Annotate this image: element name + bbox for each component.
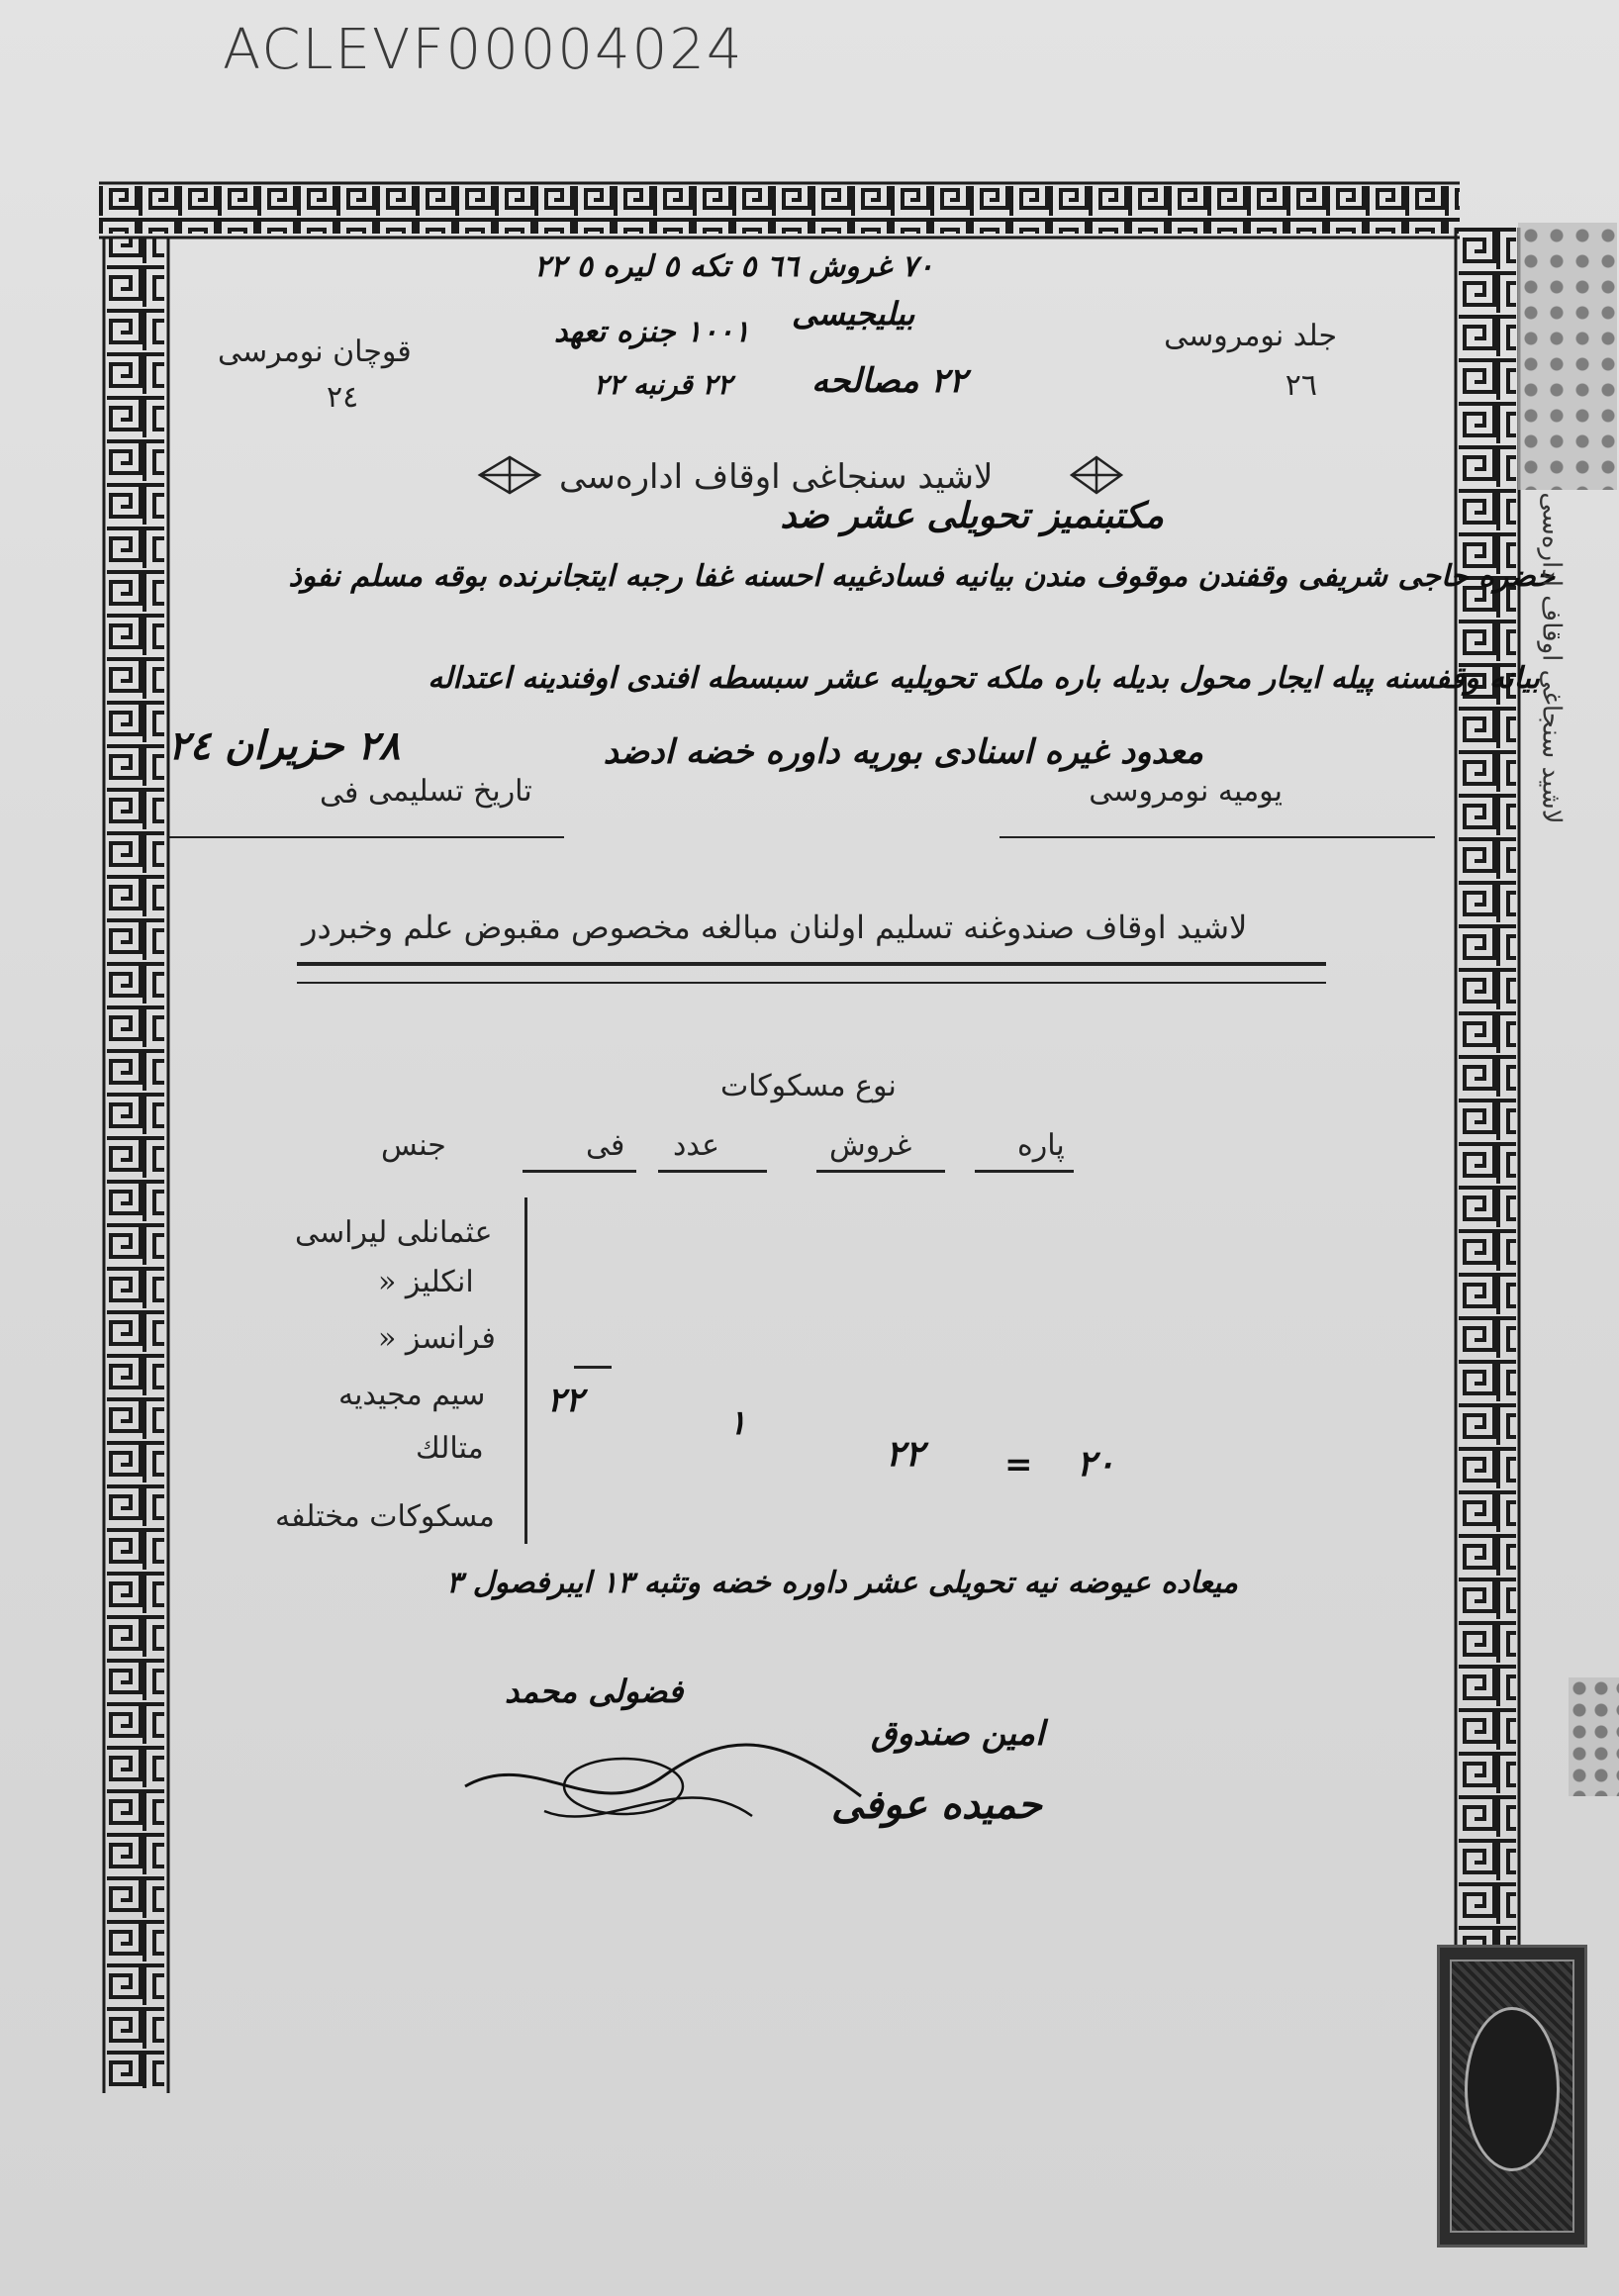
ornament-icon [475, 453, 544, 497]
stamp-emblem [1465, 2007, 1560, 2171]
cover-number-value: ٢٦ [1285, 368, 1317, 403]
header-rule-kurus [816, 1170, 945, 1173]
handwritten-body-line-2: بیانه وقفسنه پیله ایجار محول بدیله باره ملکه تحویلیه عشر سبسطه افندی اوفندینه اعتداله [428, 661, 1540, 696]
decorative-pattern-top-right [1518, 223, 1617, 490]
handwritten-center-mark: ٢٢ مصالحه [811, 361, 967, 401]
handwritten-footer-line-2: فضولی محمد [505, 1673, 684, 1710]
dotted-rule-right [1000, 836, 1435, 838]
cell-price-silver: ٢٢ [547, 1381, 584, 1420]
handwritten-top-line-4: ٢٢ قرنبه ٢٢ [594, 368, 732, 401]
revenue-stamp [1437, 1945, 1587, 2248]
price-mark [574, 1366, 612, 1369]
handwritten-top-line-1: ٧٠ غروش ٦٦ ٥ تكه ٥ لیره ٥ ٢٢ [534, 249, 934, 284]
ornament-icon [1067, 453, 1126, 497]
header-rule-count [658, 1170, 767, 1173]
header-rule-price [523, 1170, 636, 1173]
delivery-date-prefix: فى [320, 776, 359, 811]
statement-underline [297, 962, 1326, 966]
handwritten-body-line-3: معدود غیره اسنادی بوریه داوره خضه ادضد [603, 732, 1203, 772]
greek-key-border-left [99, 178, 173, 2098]
dotted-rule-left [168, 836, 564, 838]
packet-number-value: ٢٤ [327, 380, 359, 415]
greek-key-border-top [99, 178, 1460, 241]
daily-number-label: يوميه نومروسى [1089, 774, 1283, 809]
signature-flourish [455, 1727, 871, 1846]
delivery-date-label: تاریخ تسلیمى [368, 774, 532, 809]
column-header-kurus: غروش [829, 1128, 912, 1163]
coin-type-row: سيم مجيديه [338, 1378, 486, 1412]
column-header-type: جنس [381, 1128, 446, 1163]
handwritten-addressee: مكتبنمیز تحویلی عشر ضد [780, 495, 1164, 536]
handwritten-footer-line-3: امین صندوق [871, 1714, 1045, 1754]
office-title: لاشيد سنجاغى اوقاف ادارەسى [559, 457, 994, 497]
cell-kurus-metallik: ٢٢ [886, 1433, 924, 1475]
coin-type-row: عثمانلى ليراسى [295, 1215, 493, 1250]
column-header-para: پاره [1017, 1128, 1065, 1163]
receipt-statement: لاشيد اوقاف صندوغنه تسليم اولنان مبالغه مخصوص مقبوض علم وخبردر [302, 909, 1248, 946]
handwritten-footer-line-4: حمیده عوفی [831, 1781, 1042, 1828]
decorative-pattern-bottom-right [1569, 1677, 1619, 1796]
coin-type-row: متالك [416, 1431, 484, 1466]
cell-count-silver: ١ [728, 1403, 747, 1443]
cover-number-label: جلد نومروسى [1164, 319, 1337, 353]
greek-key-border-right [1453, 228, 1522, 2058]
right-margin-text: لاشيد سنجاغى اوقاف ادارەسى [1536, 492, 1567, 824]
cell-para-metallik: ٢٠ [1077, 1443, 1115, 1484]
coin-type-row: انكليز « [378, 1265, 474, 1299]
handwritten-body-line-1: حضره حاجی شریفی وقفندن موقوف مندن بیانیه فسادغیبه احسنه غفا رجبه ایتجانرنده بوقه مسلم نفوذ [288, 559, 1555, 594]
handwritten-top-line-3: ١٠٠١ جنزه تعهد [554, 315, 750, 349]
packet-number-label: قوچان نومرسى [218, 335, 412, 369]
column-header-count: عدد [673, 1128, 720, 1163]
statement-underline-2 [297, 982, 1326, 984]
handwritten-top-line-2: بيليجيسى [792, 295, 915, 333]
table-title: نوع مسكوكات [720, 1069, 897, 1103]
column-header-price: فى [586, 1128, 625, 1163]
archive-id: ACLEVF00004024 [223, 18, 744, 82]
ditto-mark: = [1004, 1445, 1033, 1484]
table-divider [524, 1197, 527, 1544]
header-rule-para [975, 1170, 1074, 1173]
coin-type-row: فرانسز « [378, 1321, 496, 1356]
coin-type-row: مسكوكات مختلفه [275, 1499, 495, 1534]
handwritten-footer-line-1: میعاده عیوضه نیه تحویلی عشر داوره خضه وتثبه ١٣ ایبرفصول ٣ [446, 1566, 1238, 1600]
delivery-date-value: ٢٨ حزیران ٢٤ [168, 722, 401, 769]
